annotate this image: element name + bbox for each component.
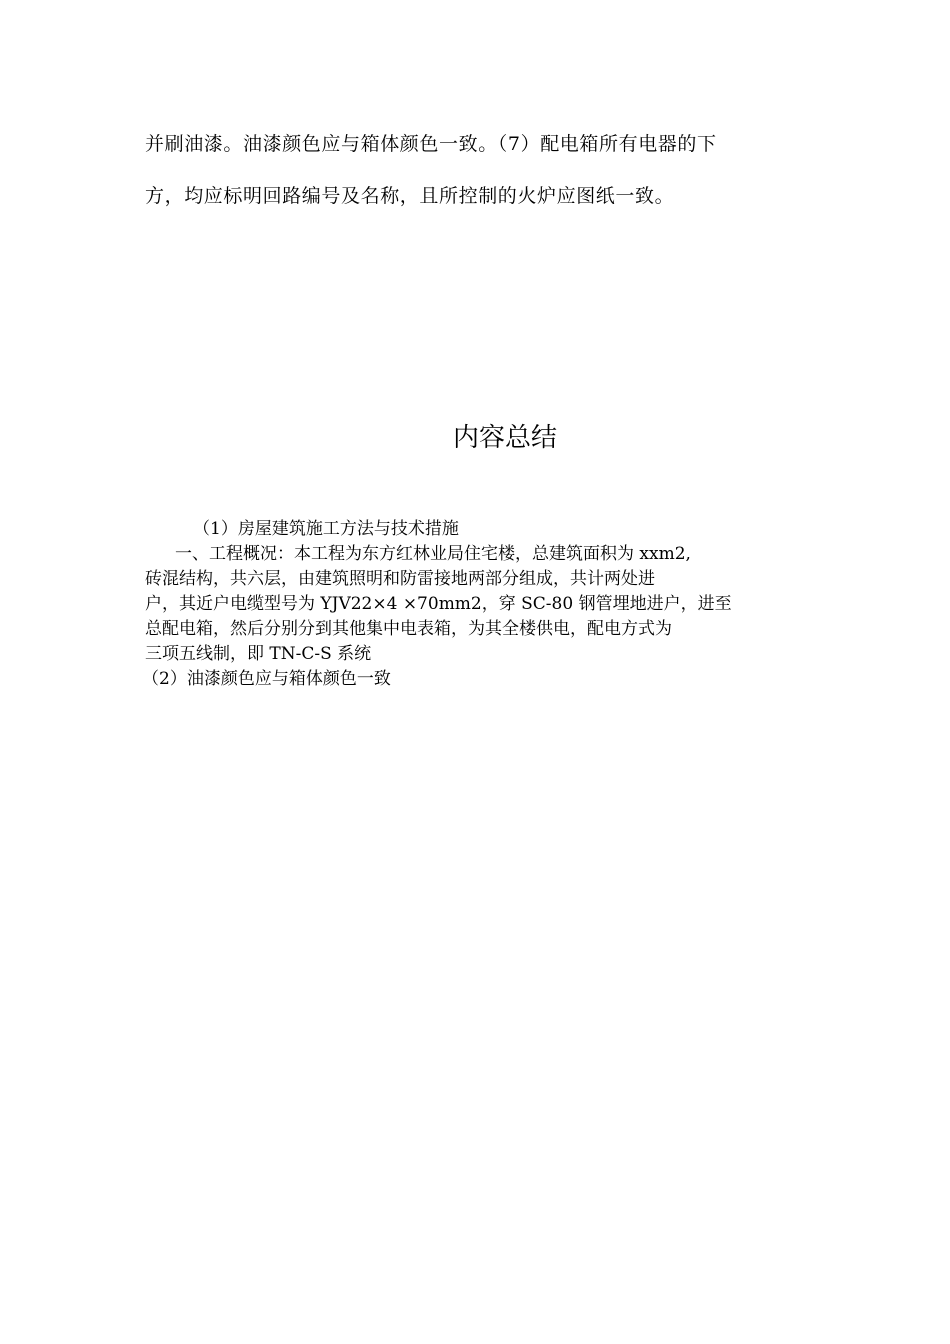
summary-item-1-line-1: 一、工程概况：本工程为东方红林业局住宅楼，总建筑面积为 xxm2, [175, 544, 691, 564]
summary-title: 内容总结 [452, 423, 557, 453]
summary-item-1-line-5: 三项五线制，即 TN-C-S 系统 [145, 644, 372, 664]
intro-paragraph [145, 118, 810, 222]
intro-line-2: 方，均应标明回路编号及名称，且所控制的火炉应图纸一致。 [145, 185, 675, 207]
summary-body [142, 517, 815, 692]
summary-item-1-line-4: 总配电箱，然后分别分到其他集中电表箱，为其全楼供电，配电方式为 [145, 619, 672, 639]
summary-item-1-line-3: 户，其近户电缆型号为 YJV22×4 ×70mm2，穿 SC-80 钢管埋地进户，进至 [145, 594, 732, 614]
intro-line-1: 并刷油漆。油漆颜色应与箱体颜色一致。（7）配电箱所有电器的下 [145, 133, 717, 155]
summary-item-1-heading: （1）房屋建筑施工方法与技术措施 [193, 519, 459, 539]
summary-item-2: （2）油漆颜色应与箱体颜色一致 [142, 669, 391, 689]
summary-item-1-line-2: 砖混结构，共六层，由建筑照明和防雷接地两部分组成，共计两处进 [145, 569, 655, 589]
